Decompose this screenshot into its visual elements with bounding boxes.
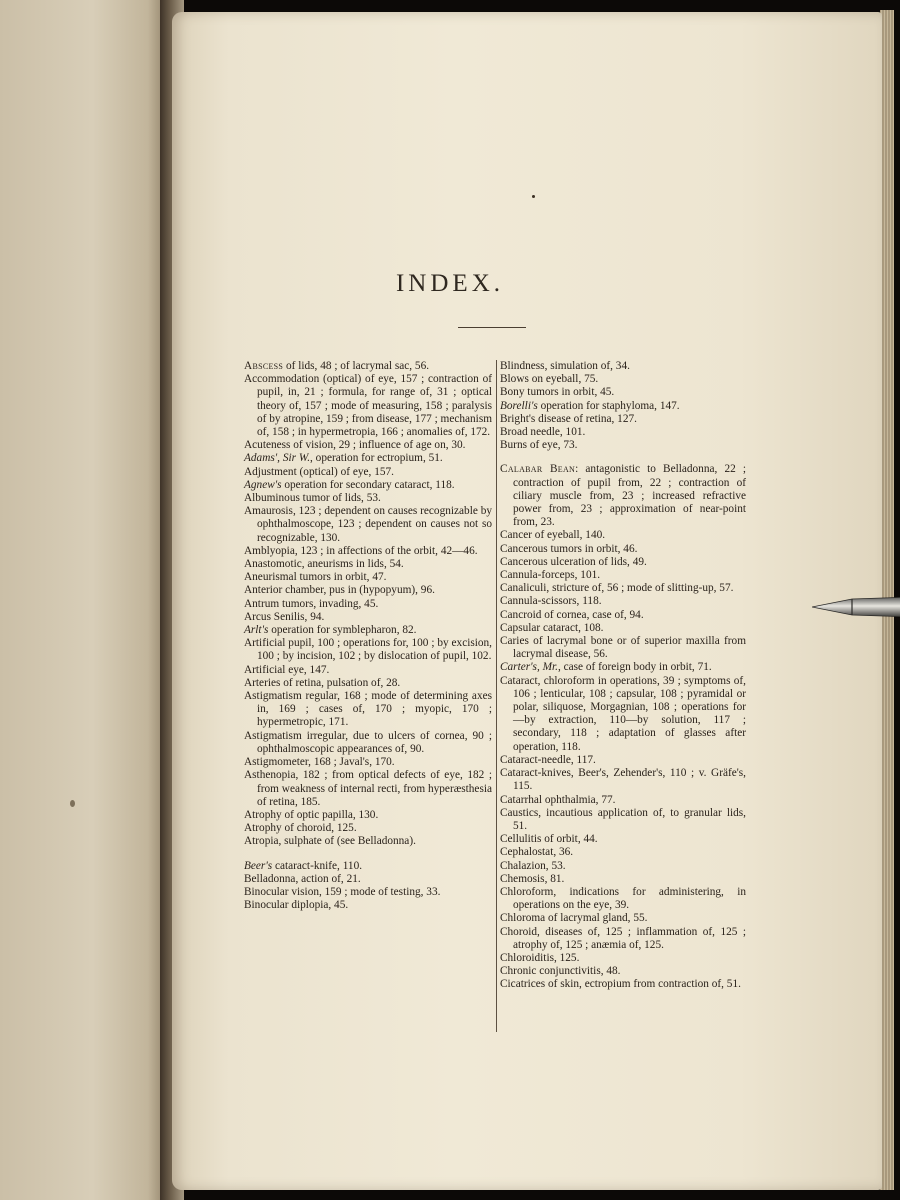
index-entry bbox=[244, 664, 492, 677]
index-entry-lead: Agnew's bbox=[244, 478, 282, 491]
index-entry-text: Albuminous tumor of lids, 53. bbox=[244, 492, 381, 505]
index-entry-text: Choroid, diseases of, 125 ; inflammation of, 125 ; atrophy of, 125 ; anæmia of, 125. bbox=[500, 925, 746, 951]
index-entry bbox=[244, 809, 492, 822]
index-entry bbox=[244, 677, 492, 690]
index-entry-text: Atrophy of choroid, 125. bbox=[244, 822, 357, 835]
index-column-left bbox=[244, 360, 492, 912]
index-entry-text: Accommodation (optical) of eye, 157 ; contraction of pupil, in, 21 ; formula, for range of, 31 ; optical theory of, 157 ; mode of measuring, 158 ; paralysis of by atropine, 159 ; from disease, 177 ; mechanism of, 158 ; in hypermetropia, 166 ; anomalies of, 172. bbox=[244, 373, 492, 439]
index-entry-text: Bony tumors in orbit, 45. bbox=[500, 386, 615, 399]
index-entry-text: , operation for ectropium, 51. bbox=[310, 452, 443, 465]
index-entry-text: , case of foreign body in orbit, 71. bbox=[557, 661, 712, 674]
index-entry bbox=[500, 582, 746, 595]
index-entry bbox=[244, 452, 492, 465]
index-entry bbox=[244, 835, 492, 848]
index-entry-text: Astigmatism irregular, due to ulcers of cornea, 90 ; ophthalmoscopic appearances of, 90. bbox=[244, 729, 492, 755]
index-entry-text: operation for staphyloma, 147. bbox=[537, 399, 680, 412]
index-entry-text: Broad needle, 101. bbox=[500, 426, 586, 439]
index-entry bbox=[500, 675, 746, 754]
index-entry bbox=[244, 479, 492, 492]
index-entry-text: Anastomotic, aneurisms in lids, 54. bbox=[244, 558, 404, 571]
index-entry-text: Arcus Senilis, 94. bbox=[244, 610, 325, 623]
index-entry-text: Caustics, incautious application of, to granular lids, 51. bbox=[500, 806, 746, 832]
index-entry bbox=[244, 756, 492, 769]
index-entry-text: of lids, 48 ; of lacrymal sac, 56. bbox=[283, 360, 430, 372]
index-entry-text: Adjustment (optical) of eye, 157. bbox=[244, 465, 394, 478]
pen-tip-icon bbox=[812, 596, 900, 618]
index-entry bbox=[244, 360, 492, 373]
index-entry bbox=[244, 637, 492, 663]
index-entry-text: Astigmometer, 168 ; Javal's, 170. bbox=[244, 756, 395, 769]
index-entry bbox=[500, 543, 746, 556]
index-entry-text: Antrum tumors, invading, 45. bbox=[244, 597, 379, 610]
index-entry-lead: Beer's bbox=[244, 859, 273, 872]
index-entry-text: Blows on eyeball, 75. bbox=[500, 373, 599, 386]
column-divider bbox=[496, 360, 497, 1032]
index-entry-lead: Adams', Sir W. bbox=[244, 452, 311, 465]
index-column-right bbox=[500, 360, 746, 992]
index-entry bbox=[500, 400, 746, 413]
index-entry bbox=[500, 661, 746, 674]
index-entry bbox=[244, 571, 492, 584]
index-entry bbox=[500, 360, 746, 373]
index-entry bbox=[244, 899, 492, 912]
index-entry-text: Artificial eye, 147. bbox=[244, 663, 330, 676]
page-blemish bbox=[70, 800, 75, 807]
index-entry-text: Cannula-forceps, 101. bbox=[500, 569, 601, 582]
index-entry bbox=[244, 769, 492, 809]
index-entry bbox=[244, 860, 492, 873]
index-entry bbox=[244, 558, 492, 571]
index-entry bbox=[500, 965, 746, 978]
index-entry-text: Amblyopia, 123 ; in affections of the orbit, 42—46. bbox=[244, 544, 478, 557]
index-entry-text: Cephalostat, 36. bbox=[500, 846, 574, 859]
index-entry bbox=[244, 492, 492, 505]
index-entry-lead: Arlt's bbox=[244, 624, 269, 637]
index-entry-lead: Calabar Bean bbox=[500, 463, 576, 476]
index-entry bbox=[500, 463, 746, 529]
index-entry-text: Blindness, simulation of, 34. bbox=[500, 360, 630, 372]
index-entry-text: operation for symblepharon, 82. bbox=[268, 624, 417, 637]
index-entry bbox=[244, 730, 492, 756]
index-entry-text: Aneurismal tumors in orbit, 47. bbox=[244, 571, 387, 584]
index-entry-text: Chloroma of lacrymal gland, 55. bbox=[500, 912, 648, 925]
index-entry-text: operation for secondary cataract, 118. bbox=[281, 478, 455, 491]
index-entry-text: Chalazion, 53. bbox=[500, 859, 566, 872]
index-entry-text: Cataract-needle, 117. bbox=[500, 753, 596, 766]
index-entry bbox=[244, 598, 492, 611]
index-entry bbox=[500, 846, 746, 859]
index-entry bbox=[500, 767, 746, 793]
index-entry bbox=[244, 584, 492, 597]
index-entry bbox=[500, 556, 746, 569]
index-entry bbox=[500, 373, 746, 386]
index-entry-text: Arteries of retina, pulsation of, 28. bbox=[244, 676, 401, 689]
index-entry-text: Anterior chamber, pus in (hypopyum), 96. bbox=[244, 584, 435, 597]
index-entry-text: Capsular cataract, 108. bbox=[500, 621, 604, 634]
index-entry bbox=[244, 690, 492, 730]
index-entry bbox=[500, 912, 746, 925]
index-entry-text: Cancerous tumors in orbit, 46. bbox=[500, 542, 638, 555]
left-page bbox=[0, 0, 168, 1200]
index-entry-text: Chloroform, indications for administering, in operations on the eye, 39. bbox=[500, 885, 746, 912]
index-entry-text: Chloroiditis, 125. bbox=[500, 951, 580, 964]
index-entry bbox=[500, 873, 746, 886]
index-entry-text: Bright's disease of retina, 127. bbox=[500, 412, 637, 425]
index-entry bbox=[244, 466, 492, 479]
index-entry-text: Chronic conjunctivitis, 48. bbox=[500, 965, 621, 978]
index-entry-text: Cannula-scissors, 118. bbox=[500, 595, 602, 608]
index-entry bbox=[500, 833, 746, 846]
index-entry-text: : antagonistic to Belladonna, 22 ; contraction of pupil from, 22 ; contraction of ciliary muscle from, 23 ; increased refractive power from, 23 ; approximation of near-point from, 23. bbox=[513, 463, 747, 529]
page-title: INDEX. bbox=[395, 270, 504, 297]
index-entry bbox=[500, 569, 746, 582]
index-entry bbox=[244, 822, 492, 835]
index-entry bbox=[500, 529, 746, 542]
index-entry-text: Artificial pupil, 100 ; operations for, 100 ; by excision, 100 ; by incision, 102 ; by dislocation of pupil, 102. bbox=[244, 637, 492, 663]
index-entry-text: Chemosis, 81. bbox=[500, 872, 565, 885]
index-entry bbox=[500, 952, 746, 965]
index-entry-lead: Abscess bbox=[244, 360, 284, 372]
index-entry-text: cataract-knife, 110. bbox=[272, 859, 363, 872]
index-entry bbox=[500, 978, 746, 991]
index-entry bbox=[244, 545, 492, 558]
index-entry bbox=[500, 622, 746, 635]
index-entry-text: Cancer of eyeball, 140. bbox=[500, 529, 606, 542]
index-entry bbox=[244, 439, 492, 452]
index-entry-text: Asthenopia, 182 ; from optical defects of eye, 182 ; from weakness of internal recti, from hyperæsthesia of retina, 185. bbox=[244, 769, 492, 808]
index-entry-text: Atrophy of optic papilla, 130. bbox=[244, 808, 379, 821]
index-entry-text: Cataract, chloroform in operations, 39 ; symptoms of, 106 ; lenticular, 108 ; capsular, 108 ; pyramidal or polar, siliquose, Morgagnian, 108 ; operations for—by extraction, 110—by solution, 117 ; secondary, 118 ; adaptation of glasses after operation, 118. bbox=[500, 674, 746, 753]
index-entry-text: Belladonna, action of, 21. bbox=[244, 872, 361, 885]
index-entry-text: Cicatrices of skin, ectropium from contraction of, 51. bbox=[500, 978, 741, 991]
index-entry bbox=[500, 413, 746, 426]
index-entry-text: Cancroid of cornea, case of, 94. bbox=[500, 608, 644, 621]
index-entry-text: Amaurosis, 123 ; dependent on causes recognizable by ophthalmoscope, 123 ; dependent on causes not so recognizable, 130. bbox=[244, 505, 492, 544]
index-entry-text: Binocular vision, 159 ; mode of testing, 33. bbox=[244, 885, 441, 898]
page-speck bbox=[532, 195, 535, 198]
index-entry bbox=[500, 754, 746, 767]
index-entry bbox=[244, 873, 492, 886]
index-entry-text: Cellulitis of orbit, 44. bbox=[500, 833, 598, 846]
index-entry bbox=[500, 794, 746, 807]
index-entry bbox=[244, 624, 492, 637]
index-entry bbox=[244, 611, 492, 624]
index-entry-text: Astigmatism regular, 168 ; mode of determining axes in, 169 ; cases of, 170 ; myopic, 170 ; hypermetropic, 171. bbox=[244, 690, 492, 729]
index-entry-lead: Carter's, Mr. bbox=[500, 661, 558, 674]
index-entry-text: Cancerous ulceration of lids, 49. bbox=[500, 555, 647, 568]
index-entry-text: Burns of eye, 73. bbox=[500, 439, 578, 452]
index-entry-text: Catarrhal ophthalmia, 77. bbox=[500, 793, 616, 806]
index-entry bbox=[500, 439, 746, 452]
index-entry-text: Cataract-knives, Beer's, Zehender's, 110 ; v. Gräfe's, 115. bbox=[500, 767, 746, 793]
index-entry bbox=[500, 635, 746, 661]
index-entry-lead: Borelli's bbox=[500, 399, 538, 412]
index-entry bbox=[500, 926, 746, 952]
index-entry bbox=[244, 886, 492, 899]
index-entry-text: Caries of lacrymal bone or of superior maxilla from lacrymal disease, 56. bbox=[500, 635, 746, 661]
index-entry-text: Binocular diplopia, 45. bbox=[244, 899, 349, 912]
index-entry-text: Acuteness of vision, 29 ; influence of age on, 30. bbox=[244, 439, 466, 452]
index-entry-text: Atropia, sulphate of (see Belladonna). bbox=[244, 835, 416, 848]
index-entry bbox=[500, 860, 746, 873]
index-entry bbox=[500, 386, 746, 399]
index-entry bbox=[500, 595, 746, 608]
index-entry bbox=[500, 609, 746, 622]
index-entry bbox=[244, 373, 492, 439]
index-entry bbox=[500, 807, 746, 833]
index-entry-text: Canaliculi, stricture of, 56 ; mode of slitting-up, 57. bbox=[500, 582, 734, 595]
index-entry bbox=[500, 886, 746, 912]
index-entry bbox=[244, 505, 492, 545]
title-rule bbox=[458, 327, 526, 328]
index-entry bbox=[500, 426, 746, 439]
